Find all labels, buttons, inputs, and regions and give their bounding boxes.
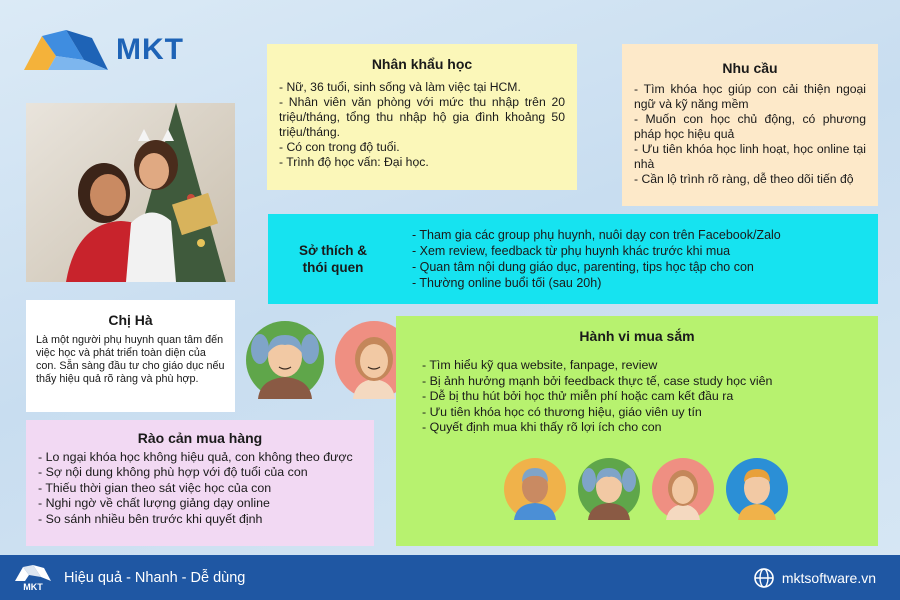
hobbies-card [268, 214, 878, 304]
mkt-logo-icon [14, 564, 52, 582]
footer-logo-text: MKT [23, 581, 43, 592]
brand-logo [22, 24, 212, 76]
needs-line: - Muốn con học chủ động, có phương pháp học hiệu quả [634, 112, 866, 141]
persona-description: Là một người phụ huynh quan tâm đến việc học và phát triển toàn diện của con. Sẵn sàng đầu tư cho giáo dục nếu thấy hiệu quả rõ ràng và phù hợp. [36, 334, 225, 385]
hobbies-line: - Tham gia các group phụ huynh, nuôi dạy con trên Facebook/Zalo [412, 228, 781, 242]
needs-card [622, 44, 878, 206]
buying-line: - Ưu tiên khóa học có thương hiệu, giáo viên uy tín [422, 404, 702, 419]
persona-card [26, 300, 235, 412]
demographics-card [267, 44, 577, 190]
demographics-line: - Nhân viên văn phòng với mức thu nhập trên 20 triệu/tháng, tổng thu nhập hộ gia đình khoảng 50 triệu/tháng. [279, 95, 565, 139]
avatar-boy-icon [726, 458, 788, 520]
buying-line: - Bị ảnh hưởng mạnh bởi feedback thực tế, case study học viên [422, 373, 773, 388]
barriers-line: - So sánh nhiều bên trước khi quyết định [38, 511, 263, 526]
persona-name: Chị Hà [108, 312, 153, 328]
persona-photo [26, 103, 235, 282]
avatar-girl-icon [246, 321, 324, 399]
needs-line: - Ưu tiên khóa học linh hoạt, học online tại nhà [634, 142, 866, 171]
demographics-line: - Nữ, 36 tuổi, sinh sống và làm việc tại HCM. [279, 80, 521, 94]
hobbies-line: - Quan tâm nội dung giáo dục, parenting, tips học tập cho con [412, 260, 754, 274]
hobbies-line: - Xem review, feedback từ phụ huynh khác trước khi mua [412, 244, 731, 258]
needs-line: - Tìm khóa học giúp con cải thiện ngoại ngữ và kỹ năng mềm [634, 82, 866, 111]
barriers-card [26, 420, 374, 546]
globe-icon [754, 568, 774, 588]
mkt-logo-icon [22, 26, 110, 74]
footer-website[interactable] [754, 555, 876, 600]
buying-line: - Dễ bị thu hút bởi học thử miễn phí hoặc cam kết đầu ra [422, 389, 734, 403]
barriers-line: - Sợ nội dung không phù hợp với độ tuổi của con [38, 465, 308, 480]
demographics-line: - Có con trong độ tuổi. [279, 140, 400, 154]
hobbies-title-line: thói quen [302, 260, 364, 275]
footer-logo [14, 564, 52, 592]
brand-name: MKT [116, 33, 184, 66]
needs-title: Nhu cầu [722, 60, 778, 76]
needs-line: - Cần lộ trình rõ ràng, dễ theo dõi tiến độ [634, 172, 854, 186]
demographics-line: - Trình độ học vấn: Đại học. [279, 155, 429, 169]
hobbies-title-line: Sở thích & [298, 243, 368, 258]
avatar-row [504, 458, 788, 520]
avatar-woman-icon [652, 458, 714, 520]
buying-title: Hành vi mua sắm [579, 328, 695, 344]
hobbies-line: - Thường online buổi tối (sau 20h) [412, 276, 602, 290]
barriers-line: - Thiếu thời gian theo sát việc học của con [38, 480, 272, 495]
barriers-line: - Lo ngại khóa học không hiệu quả, con không theo được [38, 450, 353, 464]
avatar-man-icon [504, 458, 566, 520]
buying-line: - Tìm hiểu kỹ qua website, fanpage, review [422, 358, 658, 372]
barriers-title: Rào cản mua hàng [137, 430, 263, 446]
hobbies-title [268, 242, 398, 276]
avatar-girl-icon [578, 458, 640, 520]
buying-behavior-card [396, 316, 878, 546]
footer-bar [0, 555, 900, 600]
barriers-line: - Nghi ngờ về chất lượng giảng dạy online [38, 496, 270, 511]
footer-website-text[interactable]: mktsoftware.vn [781, 569, 876, 586]
buying-line: - Quyết định mua khi thấy rõ lợi ích cho con [422, 420, 662, 434]
demographics-title: Nhân khẩu học [371, 56, 473, 72]
footer-slogan: Hiệu quả - Nhanh - Dễ dùng [64, 569, 246, 586]
